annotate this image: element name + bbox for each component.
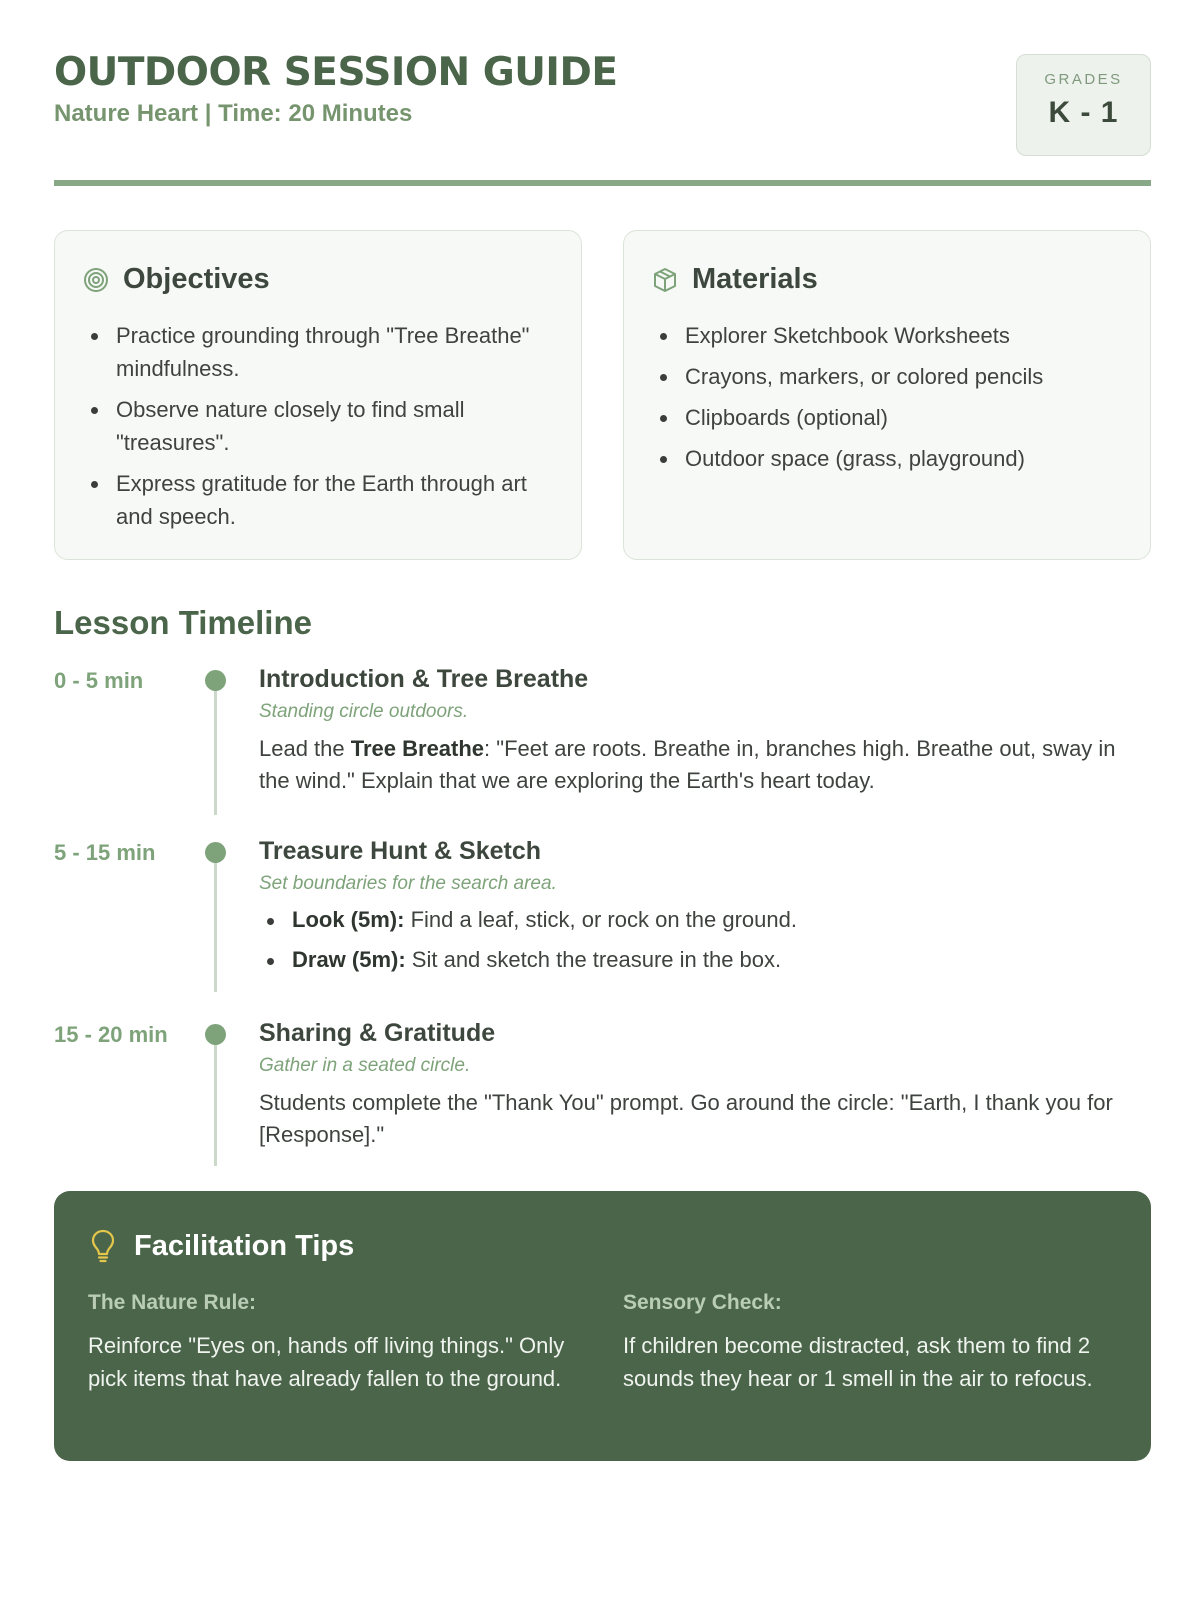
timeline-dot (205, 670, 226, 691)
tip-text: Reinforce "Eyes on, hands off living things." Only pick items that have already fallen to the ground. (88, 1333, 565, 1391)
list-item: Explorer Sketchbook Worksheets (658, 319, 1118, 352)
timeline-line (214, 850, 217, 992)
tip-heading: The Nature Rule: (88, 1291, 257, 1314)
step-label: Draw (5m): (292, 947, 406, 972)
timeline-heading: Lesson Timeline (54, 604, 312, 641)
timeline-description: Students complete the "Thank You" prompt. Go around the circle: "Earth, I thank you for [Response]." (259, 1090, 1113, 1147)
timeline-line (214, 1032, 217, 1166)
materials-card (623, 230, 1151, 560)
list-item: Outdoor space (grass, playground) (658, 442, 1118, 475)
timeline-item (54, 664, 1151, 824)
list-item: Practice grounding through "Tree Breathe" mindfulness. (89, 319, 549, 385)
timeline-line (214, 678, 217, 815)
timeline-note: Gather in a seated circle. (259, 1055, 471, 1076)
timeline-item (54, 1018, 1151, 1168)
box-icon (652, 267, 678, 293)
tip-heading: Sensory Check: (623, 1291, 782, 1314)
grade-label: GRADES (1044, 71, 1123, 88)
list-item: Clipboards (optional) (658, 401, 1118, 434)
lightbulb-icon (90, 1229, 116, 1263)
objectives-title: Objectives (123, 263, 270, 295)
timeline-dot (205, 1024, 226, 1045)
description-emphasis: Tree Breathe (350, 736, 485, 761)
list-item: Observe nature closely to find small "treasures". (89, 393, 549, 459)
objectives-list (89, 319, 549, 541)
timeline-time: 15 - 20 min (54, 1022, 168, 1047)
timeline-body (259, 664, 1149, 797)
facilitation-tips-panel (54, 1191, 1151, 1461)
materials-header (652, 263, 818, 296)
tips-title: Facilitation Tips (134, 1229, 355, 1262)
timeline-description (259, 733, 1149, 797)
list-item (259, 944, 1149, 976)
timeline-title: Introduction & Tree Breathe (259, 665, 589, 693)
page-subtitle: Nature Heart | Time: 20 Minutes (54, 100, 413, 127)
timeline-steps (259, 904, 1149, 976)
step-text: Find a leaf, stick, or rock on the ground. (404, 907, 797, 932)
timeline-time: 5 - 15 min (54, 840, 156, 865)
timeline-body (259, 836, 1149, 984)
materials-title: Materials (692, 263, 818, 295)
step-text: Sit and sketch the treasure in the box. (405, 947, 782, 972)
materials-list (658, 319, 1118, 483)
timeline-body (259, 1018, 1149, 1151)
list-item (259, 904, 1149, 936)
grade-badge (1016, 54, 1151, 156)
tips-header (90, 1229, 354, 1263)
description-text: : "Feet are roots. Breathe in, branches high. Breathe out, sway in the wind." Explain that we are exploring the Earth's heart today. (259, 736, 1116, 793)
grade-value: K - 1 (1048, 96, 1119, 129)
timeline-item (54, 836, 1151, 996)
overview-cards (54, 230, 1151, 560)
timeline-title: Treasure Hunt & Sketch (259, 837, 542, 865)
target-icon (83, 267, 109, 293)
timeline-dot (205, 842, 226, 863)
list-item: Crayons, markers, or colored pencils (658, 360, 1118, 393)
objectives-card (54, 230, 582, 560)
tip-nature-rule (88, 1291, 578, 1395)
timeline-note: Set boundaries for the search area. (259, 873, 557, 894)
page-title: OUTDOOR SESSION GUIDE (54, 50, 618, 95)
step-label: Look (5m): (292, 907, 405, 932)
tip-sensory-check (623, 1291, 1113, 1395)
description-text: Lead the (259, 736, 351, 761)
header (54, 0, 1151, 186)
session-guide-page (54, 0, 1151, 1391)
objectives-header (83, 263, 270, 296)
tip-text: If children become distracted, ask them to find 2 sounds they hear or 1 smell in the air to refocus. (623, 1333, 1093, 1391)
timeline-time: 0 - 5 min (54, 668, 144, 693)
list-item: Express gratitude for the Earth through art and speech. (89, 467, 549, 533)
timeline-note: Standing circle outdoors. (259, 701, 469, 722)
timeline-title: Sharing & Gratitude (259, 1019, 496, 1047)
